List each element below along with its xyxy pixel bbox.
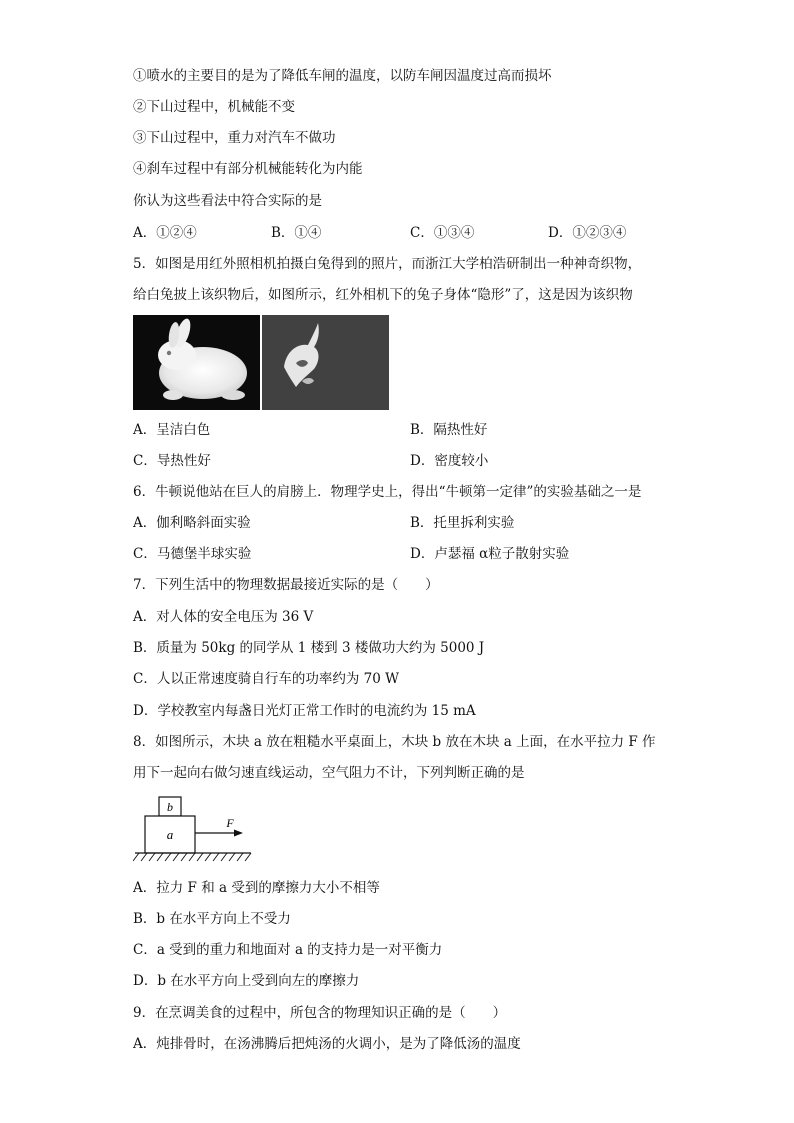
q8-option-b: B．b 在水平方向上不受力 (133, 911, 291, 927)
block-force-diagram (133, 793, 263, 863)
q5-stem-line-2: 给白兔披上该织物后，如图所示，红外相机下的兔子身体“隐形”了，这是因为该织物 (133, 287, 633, 303)
rabbit-invisible-photo (262, 315, 389, 410)
q6-stem: 6．牛顿说他站在巨人的肩膀上．物理学史上，得出“牛顿第一定律”的实验基础之一是 (133, 484, 642, 500)
q4-option-d: D．①②③④ (548, 225, 627, 241)
q8-option-a: A．拉力 F 和 a 受到的摩擦力大小不相等 (133, 880, 380, 896)
q4-option-b: B．①④ (271, 225, 322, 241)
q7-stem: 7．下列生活中的物理数据最接近实际的是（ ） (133, 577, 439, 593)
force-arrow-head (234, 830, 243, 837)
block-b-label: b (167, 800, 173, 814)
q8-stem-line-2: 用下一起向右做匀速直线运动，空气阻力不计，下列判断正确的是 (133, 765, 525, 781)
q8-option-c: C．a 受到的重力和地面对 a 的支持力是一对平衡力 (133, 942, 443, 958)
block-diagram-svg (133, 793, 263, 863)
q8-stem-line-1: 8．如图所示，木块 a 放在粗糙水平桌面上，木块 b 放在木块 a 上面，在水平拉力 F 作 (133, 734, 656, 750)
q5-option-d: D．密度较小 (410, 453, 489, 469)
q7-option-c: C．人以正常速度骑自行车的功率约为 70 W (133, 671, 399, 687)
q4-statement-1: ①喷水的主要目的是为了降低车闸的温度，以防车闸因温度过高而损坏 (133, 68, 552, 84)
q7-option-d: D．学校教室内每盏日光灯正常工作时的电流约为 15 mA (133, 703, 476, 719)
force-label: F (226, 816, 234, 830)
q6-option-b: B．托里拆利实验 (410, 515, 515, 531)
q4-prompt: 你认为这些看法中符合实际的是 (133, 193, 322, 209)
q4-option-c: C．①③④ (410, 225, 475, 241)
q4-option-a: A．①②④ (133, 225, 197, 241)
q4-statement-4: ④刹车过程中有部分机械能转化为内能 (133, 161, 363, 177)
q4-statement-2: ②下山过程中，机械能不变 (133, 99, 295, 115)
q5-option-b: B．隔热性好 (410, 422, 488, 438)
block-a-label: a (166, 827, 174, 842)
q9-stem: 9．在烹调美食的过程中，所包含的物理知识正确的是（ ） (133, 1005, 507, 1021)
rabbit-infrared-photo (133, 315, 260, 410)
q6-option-c: C．马德堡半球实验 (133, 546, 252, 562)
hidden-rabbit-image (262, 315, 389, 410)
q9-option-a: A．炖排骨时，在汤沸腾后把炖汤的火调小，是为了降低汤的温度 (133, 1036, 521, 1052)
white-rabbit-image (133, 315, 260, 410)
q7-option-a: A．对人体的安全电压为 36 V (133, 609, 314, 625)
q5-option-c: C．导热性好 (133, 453, 211, 469)
q4-statement-3: ③下山过程中，重力对汽车不做功 (133, 130, 336, 146)
q7-option-b: B．质量为 50kg 的同学从 1 楼到 3 楼做功大约为 5000 J (133, 640, 485, 656)
q6-option-a: A．伽利略斜面实验 (133, 515, 251, 531)
q5-stem-line-1: 5．如图是用红外照相机拍摄白兔得到的照片，而浙江大学柏浩研制出一种神奇织物， (133, 256, 642, 272)
q8-option-d: D．b 在水平方向上受到向左的摩擦力 (133, 973, 360, 989)
q6-option-d: D．卢瑟福 α粒子散射实验 (410, 546, 570, 562)
q5-option-a: A．呈洁白色 (133, 422, 211, 438)
ground-hatching (133, 853, 251, 861)
